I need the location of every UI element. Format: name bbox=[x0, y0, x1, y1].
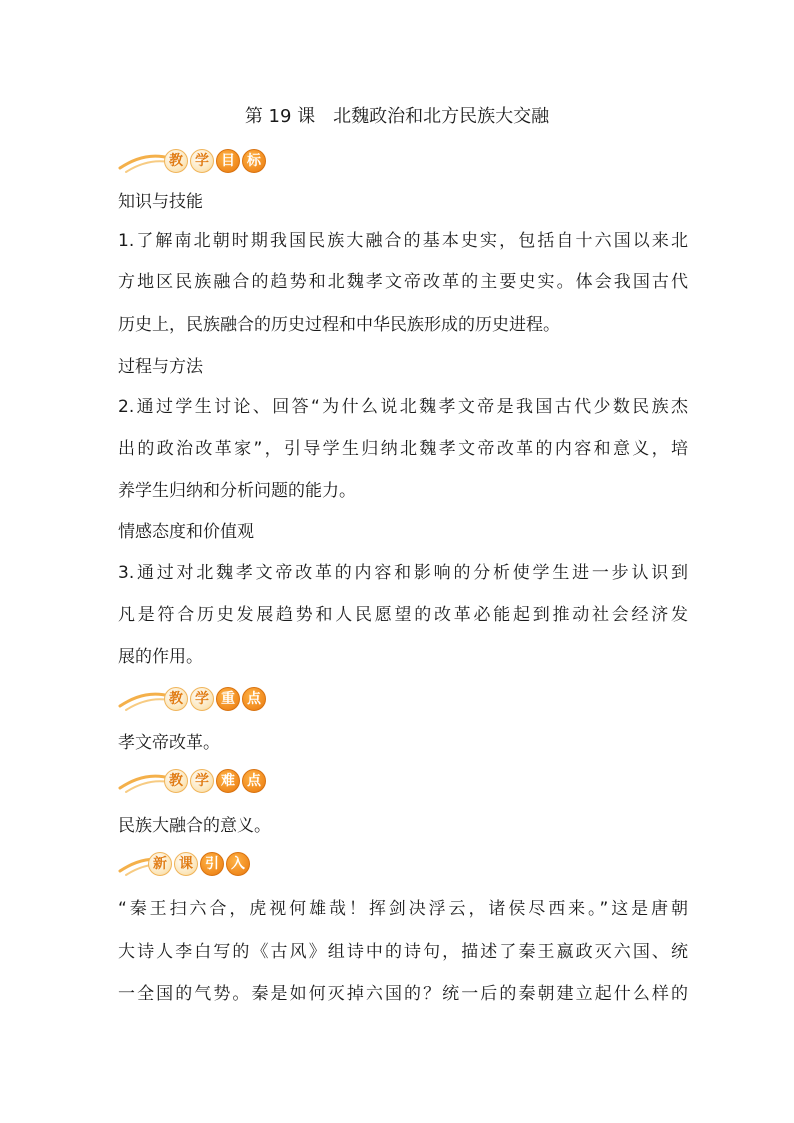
badge-char: 难 bbox=[216, 769, 240, 793]
badge-char: 点 bbox=[242, 687, 266, 711]
badge-key-points bbox=[118, 686, 261, 712]
key-point-text: 孝文帝改革。 bbox=[118, 733, 220, 753]
badge-char: 标 bbox=[242, 149, 266, 173]
paragraph-line: 展的作用。 bbox=[118, 647, 203, 667]
badge-char: 教 bbox=[164, 769, 188, 793]
badge-char: 引 bbox=[200, 852, 224, 876]
badge-teaching-objectives bbox=[118, 148, 261, 174]
badge-difficulties bbox=[118, 768, 261, 794]
badge-char: 点 bbox=[242, 769, 266, 793]
badge-char: 入 bbox=[226, 852, 250, 876]
emotion-heading: 情感态度和价值观 bbox=[118, 522, 254, 542]
difficulty-text: 民族大融合的意义。 bbox=[118, 816, 271, 836]
paragraph-line: 大诗人李白写的《古风》组诗中的诗句，描述了秦王嬴政灭六国、统 bbox=[118, 942, 688, 962]
paragraph-line: 一全国的气势。秦是如何灭掉六国的？统一后的秦朝建立起什么样的 bbox=[118, 984, 688, 1004]
badge-char: 新 bbox=[148, 852, 172, 876]
paragraph-line: 方地区民族融合的趋势和北魏孝文帝改革的主要史实。体会我国古代 bbox=[118, 272, 688, 292]
badge-char: 重 bbox=[216, 687, 240, 711]
badge-char: 教 bbox=[164, 149, 188, 173]
paragraph-line: 凡是符合历史发展趋势和人民愿望的改革必能起到推动社会经济发 bbox=[118, 605, 688, 625]
badge-char: 学 bbox=[190, 769, 214, 793]
paragraph-line: 历史上，民族融合的历史过程和中华民族形成的历史进程。 bbox=[118, 315, 560, 335]
paragraph-line: 养学生归纳和分析问题的能力。 bbox=[118, 481, 356, 501]
badge-char: 课 bbox=[174, 852, 198, 876]
paragraph-line: “秦王扫六合，虎视何雄哉！挥剑决浮云，诸侯尽西来。”这是唐朝 bbox=[118, 899, 688, 919]
badge-char: 学 bbox=[190, 687, 214, 711]
lesson-title: 第 19 课 北魏政治和北方民族大交融 bbox=[244, 106, 550, 127]
paragraph-line: 出的政治改革家”，引导学生归纳北魏孝文帝改革的内容和意义，培 bbox=[118, 439, 688, 459]
paragraph-line: 2.通过学生讨论、回答“为什么说北魏孝文帝是我国古代少数民族杰 bbox=[118, 397, 688, 417]
process-heading: 过程与方法 bbox=[118, 357, 203, 377]
badge-char: 学 bbox=[190, 149, 214, 173]
paragraph-line: 1.了解南北朝时期我国民族大融合的基本史实，包括自十六国以来北 bbox=[118, 231, 688, 251]
paragraph-line: 3.通过对北魏孝文帝改革的内容和影响的分析使学生进一步认识到 bbox=[118, 563, 688, 583]
badge-char: 目 bbox=[216, 149, 240, 173]
badge-lesson-intro bbox=[118, 851, 245, 877]
knowledge-heading: 知识与技能 bbox=[118, 192, 203, 212]
badge-char: 教 bbox=[164, 687, 188, 711]
